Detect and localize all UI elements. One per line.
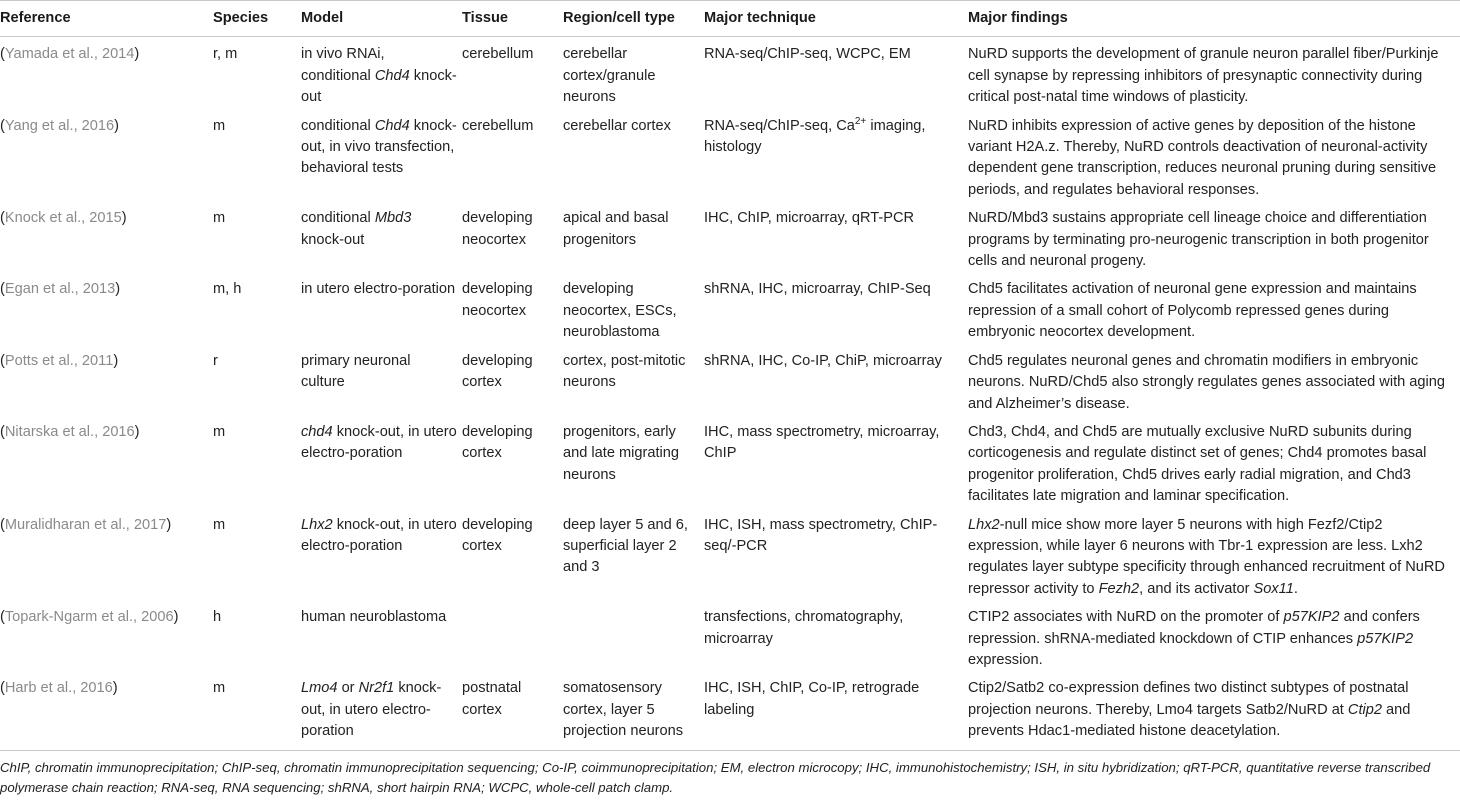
cell-species: m, h: [213, 281, 242, 298]
cell-model-text: knock-out, in utero electro-poration: [301, 423, 457, 462]
cell-region: cerebellar cortex/granule neurons: [563, 46, 656, 106]
reference-link[interactable]: Potts et al., 2011: [4, 352, 114, 369]
ref-paren-open: (: [0, 46, 5, 63]
cell-model-text: human neuroblastoma: [301, 609, 447, 626]
cell-findings-text: -null mice show more layer 5 neurons with high Fezf2/Ctip2 expression, while layer 6 neurons with Tbr-1 expression are less. Lxh2 regulates layer subtype specificity through enhanced recruitment of NuRD repressor activity to: [968, 516, 1445, 597]
ref-paren-close: ): [173, 609, 179, 626]
cell-species: m: [213, 210, 226, 227]
table-row: [0, 109, 1460, 202]
cell-tissue: cerebellum: [462, 46, 534, 63]
cell-findings: [968, 344, 1460, 415]
cell-model-text: knock-out, in utero electro-poration: [301, 516, 457, 554]
ref-paren-open: (: [0, 117, 5, 134]
table-row: [0, 37, 1460, 109]
ref-paren-close: ): [166, 516, 172, 533]
cell-model: [301, 671, 462, 750]
header-technique: Major technique: [704, 10, 816, 26]
cell-technique-text: RNA-seq/ChIP-seq, Ca: [704, 117, 855, 134]
cell-findings-text: p57KIP2: [1357, 630, 1414, 647]
header-findings: Major findings: [968, 10, 1068, 26]
cell-findings: [968, 415, 1460, 508]
cell-technique-text: imaging, histology: [704, 117, 926, 156]
cell-reference: [0, 415, 213, 508]
cell-region: deep layer 5 and 6, superficial layer 2 and 3: [563, 516, 688, 576]
cell-model-text: or: [337, 680, 359, 697]
cell-findings-text: NuRD/Mbd3 sustains appropriate cell lineage choice and differentiation programs by terminating pro-neurogenic transcription in both progenitor cells and neuronal progeny.: [968, 210, 1429, 270]
cell-technique: [704, 671, 968, 750]
cell-technique-text: shRNA, IHC, Co-IP, ChiP, microarray: [704, 352, 942, 369]
table-row: [0, 671, 1460, 750]
cell-model: [301, 272, 462, 343]
cell-model-text: Mbd3: [374, 210, 412, 227]
cell-model-text: in utero electro-poration: [301, 281, 456, 298]
cell-species: h: [213, 609, 222, 626]
cell-tissue: developing neocortex: [462, 210, 533, 248]
ref-paren-close: ): [113, 352, 119, 369]
cell-region: developing neocortex, ESCs, neuroblastoma: [563, 281, 677, 341]
cell-model-text: knock-out, in utero electro-poration: [301, 680, 442, 740]
cell-model-text: Chd4: [374, 117, 410, 134]
ref-paren-close: ): [121, 210, 127, 227]
cell-technique: [704, 37, 968, 109]
ref-paren-open: (: [0, 516, 5, 533]
cell-model: [301, 415, 462, 508]
cell-technique-text: IHC, ISH, ChIP, Co-IP, retrograde labeling: [704, 680, 920, 718]
cell-reference: [0, 109, 213, 202]
cell-technique-text: RNA-seq/ChIP-seq, WCPC, EM: [704, 46, 911, 63]
cell-findings-text: , and its activator: [1139, 580, 1254, 597]
cell-findings: [968, 508, 1460, 601]
cell-findings-text: Chd3, Chd4, and Chd5 are mutually exclusive NuRD subunits during corticogenesis and regulate distinct set of genes; Chd4 promotes basal progenitor proliferation, Chd5 drives early radial migration, and Chd3 facilitates late migration and laminar specification.: [968, 423, 1427, 505]
cell-model: [301, 201, 462, 272]
ref-paren-open: (: [0, 281, 5, 298]
cell-findings: [968, 109, 1460, 202]
ref-paren-open: (: [0, 352, 5, 369]
cell-model: [301, 109, 462, 202]
cell-findings-text: Ctip2/Satb2 co-expression defines two distinct subtypes of postnatal projection neurons. Thereby, Lmo4 targets Satb2/NuRD at: [968, 680, 1409, 718]
reference-link[interactable]: Egan et al., 2013: [4, 281, 116, 298]
cell-region: cortex, post-mitotic neurons: [563, 352, 686, 391]
cell-tissue: cerebellum: [462, 117, 534, 134]
cell-technique: [704, 272, 968, 343]
header-species: Species: [213, 10, 269, 26]
cell-reference: [0, 37, 213, 109]
cell-technique-text: transfections, chromatography, microarray: [704, 609, 904, 647]
cell-technique: [704, 201, 968, 272]
cell-technique-text: 2+: [854, 115, 867, 127]
cell-tissue: [462, 600, 563, 671]
cell-model-text: primary neuronal culture: [301, 352, 411, 391]
cell-technique: [704, 344, 968, 415]
cell-region: cerebellar cortex: [563, 117, 671, 134]
reference-link[interactable]: Topark-Ngarm et al., 2006: [4, 609, 174, 626]
header-tissue: Tissue: [462, 10, 508, 26]
reference-link[interactable]: Yang et al., 2016: [4, 117, 115, 134]
cell-model: [301, 508, 462, 601]
cell-findings: [968, 272, 1460, 343]
reference-link[interactable]: Harb et al., 2016: [4, 680, 113, 697]
ref-paren-close: ): [114, 117, 120, 134]
ref-paren-open: (: [0, 423, 5, 440]
cell-tissue: developing neocortex: [462, 281, 533, 319]
cell-findings: [968, 37, 1460, 109]
cell-findings: [968, 671, 1460, 750]
cell-species: m: [213, 516, 226, 533]
cell-species: m: [213, 680, 226, 697]
table-row: [0, 508, 1460, 601]
cell-findings-text: Lhx2: [968, 516, 1000, 533]
table-row: [0, 201, 1460, 272]
ref-paren-open: (: [0, 609, 5, 626]
cell-model-text: conditional: [301, 210, 375, 227]
cell-tissue: developing cortex: [462, 423, 533, 462]
ref-paren-close: ): [134, 46, 140, 63]
cell-findings-text: Chd5 facilitates activation of neuronal gene expression and maintains repression of a small cohort of Polycomb repressed genes during embryonic neocortex development.: [968, 281, 1417, 341]
cell-technique-text: IHC, ISH, mass spectrometry, ChIP-seq/-PCR: [704, 516, 938, 554]
table-header-row: [0, 1, 1460, 37]
table-row: [0, 344, 1460, 415]
cell-reference: [0, 508, 213, 601]
cell-findings-text: NuRD supports the development of granule neuron parallel fiber/Purkinje cell synapse by repressing inhibitors of presynaptic connectivity during critical post-natal time windows of plasticity.: [968, 46, 1439, 106]
cell-findings-text: Fezh2: [1098, 580, 1140, 597]
cell-technique: [704, 415, 968, 508]
reference-link[interactable]: Yamada et al., 2014: [4, 46, 135, 63]
cell-model-text: Lhx2: [301, 516, 333, 533]
cell-findings-text: Ctip2: [1347, 701, 1382, 718]
cell-model-text: Nr2f1: [358, 680, 395, 697]
cell-tissue: developing cortex: [462, 352, 533, 391]
cell-region: somatosensory cortex, layer 5 projection neurons: [563, 680, 684, 740]
cell-reference: [0, 272, 213, 343]
ref-paren-open: (: [0, 210, 5, 227]
ref-paren-close: ): [115, 281, 121, 298]
cell-model-text: Lmo4: [301, 680, 338, 697]
cell-technique: [704, 508, 968, 601]
cell-model: [301, 600, 462, 671]
cell-findings-text: Chd5 regulates neuronal genes and chromatin modifiers in embryonic neurons. NuRD/Chd5 also strongly regulates genes associated with aging and Alzheimer’s disease.: [968, 352, 1446, 412]
cell-species: r: [213, 352, 218, 369]
cell-tissue: postnatal cortex: [462, 680, 522, 718]
cell-findings: [968, 600, 1460, 671]
cell-model: [301, 37, 462, 109]
table-row: [0, 600, 1460, 671]
cell-findings-text: .: [1293, 580, 1298, 597]
cell-species: r, m: [213, 46, 238, 63]
cell-model-text: knock-out, in vivo transfection, behavioral tests: [301, 117, 457, 177]
cell-findings-text: and confers repression. shRNA-mediated knockdown of CTIP enhances: [968, 609, 1420, 647]
cell-species: m: [213, 117, 226, 134]
cell-region: [563, 600, 704, 671]
reference-link[interactable]: Nitarska et al., 2016: [4, 423, 135, 440]
cell-technique: [704, 600, 968, 671]
cell-region: apical and basal progenitors: [563, 210, 669, 248]
cell-reference: [0, 344, 213, 415]
cell-technique-text: IHC, ChIP, microarray, qRT-PCR: [704, 210, 915, 227]
cell-reference: [0, 600, 213, 671]
table-row: [0, 415, 1460, 508]
ref-paren-open: (: [0, 680, 5, 697]
cell-model-text: knock-out: [301, 231, 365, 248]
cell-technique-text: shRNA, IHC, microarray, ChIP-Seq: [704, 281, 931, 298]
cell-species: m: [213, 423, 226, 440]
cell-findings-text: and prevents Hdac1-mediated histone deacetylation.: [968, 701, 1411, 740]
cell-model-text: knock-out: [301, 67, 457, 106]
header-model: Model: [301, 10, 344, 26]
reference-link[interactable]: Muralidharan et al., 2017: [4, 516, 167, 533]
cell-model-text: Chd4: [374, 67, 410, 84]
cell-findings-text: expression.: [968, 651, 1043, 668]
cell-model-text: in vivo RNAi, conditional: [301, 46, 385, 84]
cell-technique: [704, 109, 968, 202]
cell-reference: [0, 671, 213, 750]
cell-findings-text: Sox11: [1253, 580, 1294, 597]
ref-paren-close: ): [134, 423, 140, 440]
cell-findings-text: CTIP2 associates with NuRD on the promoter of: [968, 609, 1284, 626]
cell-technique-text: IHC, mass spectrometry, microarray, ChIP: [704, 423, 940, 462]
table-footnote: ChIP, chromatin immunoprecipitation; ChIP-seq, chromatin immunoprecipitation sequencing; Co-IP, coimmunoprecipitation; EM, electron microcopy; IHC, immunohistochemistry; ISH, in situ hybridization; qRT-PCR, quantitative reverse transcribed polymerase chain reaction; RNA-seq, RNA sequencing; shRNA, short hairpin RNA; WCPC, whole-cell patch clamp.: [0, 759, 1431, 796]
cell-model-text: conditional: [301, 117, 375, 134]
cell-findings-text: p57KIP2: [1283, 609, 1340, 626]
ref-paren-close: ): [112, 680, 118, 697]
cell-findings-text: NuRD inhibits expression of active genes by deposition of the histone variant H2A.z. Thereby, NuRD controls deactivation of neuronal-activity dependent gene transcription, reduces neuronal pruning during sensitive periods, and regulates behavioral responses.: [968, 117, 1437, 198]
table-row: [0, 272, 1460, 343]
reference-link[interactable]: Knock et al., 2015: [4, 210, 122, 227]
header-region: Region/cell type: [563, 10, 675, 26]
cell-region: progenitors, early and late migrating neurons: [563, 423, 680, 483]
header-reference: Reference: [0, 10, 71, 26]
cell-findings: [968, 201, 1460, 272]
cell-reference: [0, 201, 213, 272]
cell-model: [301, 344, 462, 415]
cell-model-text: chd4: [301, 423, 333, 440]
cell-tissue: developing cortex: [462, 516, 533, 554]
table-body: [0, 37, 1460, 750]
